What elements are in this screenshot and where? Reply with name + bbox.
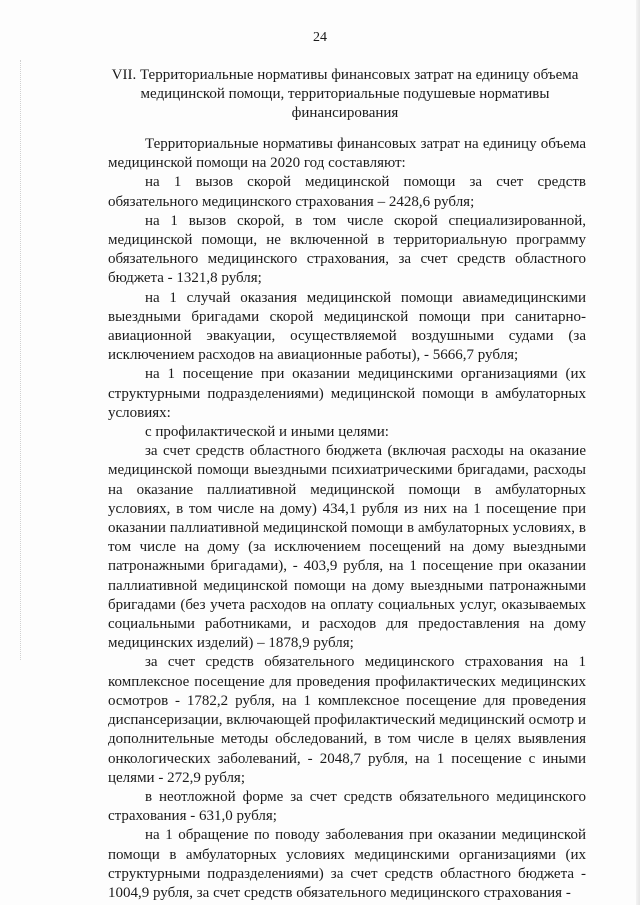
paragraph: на 1 обращение по поводу заболевания при оказании медицинской помощи в амбулаторных условиях медицинскими организациями (их структурными подразделениями) за счет средств областного бюджета - 1004,9 рубля, за счет средств обязательного медицинского страхования - [108,827,586,901]
section-heading-line: финансирования [291,105,399,121]
paragraph: на 1 вызов скорой медицинской помощи за счет средств обязательного медицинского страхования – 2428,6 рубля; [108,174,586,210]
section-heading-line: медицинской помощи, территориальные подушевые нормативы [140,86,550,102]
paragraph: на 1 вызов скорой, в том числе скорой специализированной, медицинской помощи, не включенной в территориальную программу обязательного медицинского страхования, за счет средств областного бюджета - 1321,8 рубля; [108,212,586,287]
paragraph: на 1 посещение при оказании медицинскими организациями (их структурными подразделениями) медицинской помощи в амбулаторных условиях: [108,366,586,421]
section-heading-line: VII. Территориальные нормативы финансовых затрат на единицу объема [111,67,579,83]
section-heading [100,66,590,123]
document-body [108,135,586,903]
paragraph: на 1 случай оказания медицинской помощи авиамедицинскими выездными бригадами скорой медицинской помощи при санитарно-авиационной эвакуации, осуществляемой воздушными судами (за исключением расходов на авиационные работы), - 5666,7 рубля; [108,289,586,364]
paragraph: за счет средств обязательного медицинского страхования на 1 комплексное посещение для проведения профилактических медицинских осмотров - 1782,2 рубля, на 1 комплексное посещение для проведения диспансеризации, включающей профилактический медицинский осмотр и дополнительные методы обследований, в том числе в целях выявления онкологических заболеваний, - 2048,7 рубля, на 1 посещение с иными целями - 272,9 рубля; [108,654,586,786]
page-number: 24 [313,30,327,45]
paragraph: Территориальные нормативы финансовых затрат на единицу объема медицинской помощи на 2020 год составляют: [108,136,586,172]
page-edge-shadow [636,0,640,905]
paragraph: за счет средств областного бюджета (включая расходы на оказание медицинской помощи выездными психиатрическими бригадами, расходы на оказание паллиативной медицинской помощи в амбулаторных условиях, в том числе на дому) 434,1 рубля из них на 1 посещение при оказании паллиативной медицинской помощи в амбулаторных условиях, в том числе на дому (за исключением посещений на дому выездными патронажными бригадами), - 403,9 рубля, на 1 посещение при оказании паллиативной медицинской помощи на дому выездными патронажными бригадами (без учета расходов на оплату социальных услуг, оказываемых социальными работниками, и расходов для предоставления на дому медицинских изделий) – 1878,9 рубля; [108,443,586,652]
scan-edge-marks [20,60,23,660]
paragraph: в неотложной форме за счет средств обязательного медицинского страхования - 631,0 рубля; [108,788,586,825]
paragraph: с профилактической и иными целями: [145,424,389,441]
